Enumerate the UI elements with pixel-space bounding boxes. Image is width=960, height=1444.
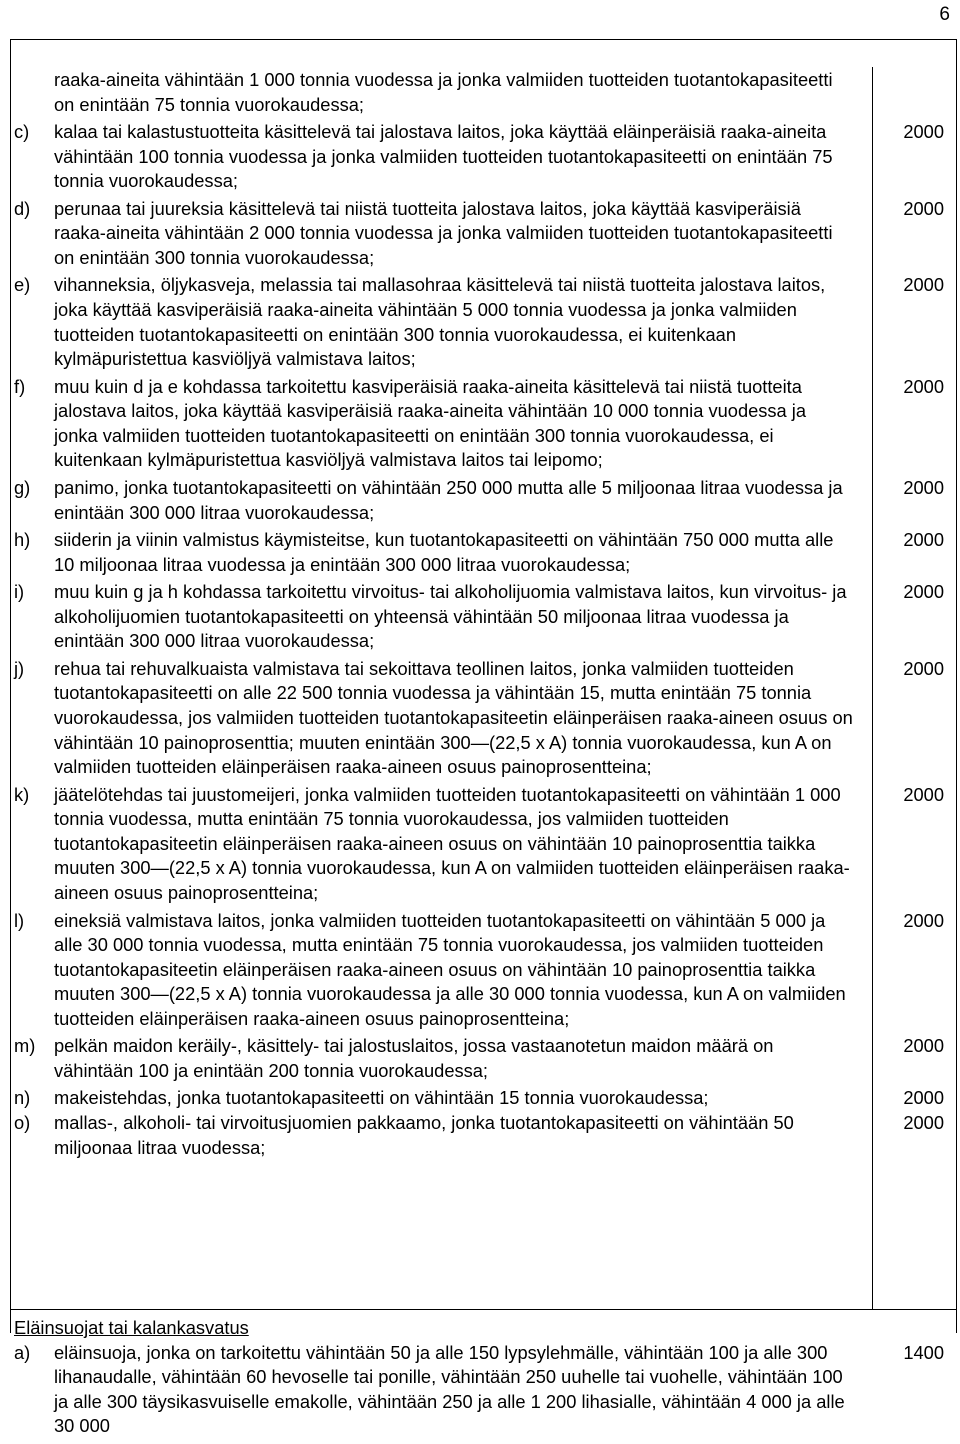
list-item	[14, 1034, 960, 1083]
item-text: kalaa tai kalastustuotteita käsittelevä tai jalostava laitos, joka käyttää eläinperäisiä raaka-aineita vähintään 100 tonnia vuodessa ja jonka valmiiden tuotteiden tuotantokapasiteetti on enintään 75 tonnia vuorokaudessa;	[54, 121, 833, 192]
list-item	[14, 375, 960, 473]
item-text: mallas-, alkoholi- tai virvoitusjuomien pakkaamo, jonka tuotantokapasiteetti on vähintään 50 miljoonaa litraa vuodessa;	[54, 1112, 794, 1158]
list-item	[14, 197, 960, 271]
item-year: 2000	[903, 375, 944, 397]
page-number: 6	[939, 4, 950, 25]
item-letter: j)	[14, 657, 25, 679]
item-year: 2000	[903, 1112, 944, 1134]
list-item	[14, 657, 960, 780]
item-letter: o)	[14, 1112, 31, 1134]
item-text: eineksiä valmistava laitos, jonka valmiiden tuotteiden tuotantokapasiteetti on vähintään 5 000 ja alle 30 000 tonnia vuodessa, mutta enintään 75 tonnia vuorokaudessa, jos valmiiden tuotteiden tuotantokapasiteetin eläinperäisen raaka-aineen osuus on vähintään 10 painoprosenttia taikka muuten 300—(22,5 x A) tonnia vuorokaudessa ja alle 30 000 tonnia vuodessa, kun A on valmiiden tuotteiden eläinperäisen raaka-aineen osuus painoprosentteina;	[54, 909, 846, 1029]
item-letter: h)	[14, 529, 31, 551]
section-heading: Eläinsuojat tai kalankasvatus	[14, 1317, 249, 1338]
item-year: 1400	[903, 1341, 944, 1363]
item-letter: c)	[14, 121, 30, 143]
item-text: jäätelötehdas tai juustomeijeri, jonka valmiiden tuotteiden tuotantokapasiteetti on vähintään 1 000 tonnia vuodessa, mutta enintään 75 tonnia vuorokaudessa, jos valmiiden tuotteiden tuotantokapasiteetin eläinperäisen raaka-aineen osuus on vähintään 10 painoprosenttia taikka muuten 300—(22,5 x A) tonnia vuorokaudessa, kun A on valmiiden tuotteiden eläinperäisen raaka-aineen osuus painoprosentteina;	[54, 783, 850, 904]
item-year: 2000	[903, 274, 944, 296]
item-letter: d)	[14, 197, 31, 219]
item-year: 2000	[903, 121, 944, 143]
list-item	[14, 273, 960, 371]
item-text: pelkän maidon keräily-, käsittely- tai jalostuslaitos, jossa vastaanotetun maidon määrä on vähintään 100 ja enintään 200 tonnia vuorokaudessa;	[54, 1035, 774, 1081]
list-item	[14, 120, 960, 194]
item-text: muu kuin d ja e kohdassa tarkoitettu kasviperäisiä raaka-aineita käsittelevä tai niistä tuotteita jalostava laitos, joka käyttää kasviperäisiä raaka-aineita vähintään 10 000 tonnia vuodessa ja jonka valmiiden tuotteiden tuotantokapasiteetti on enintään 300 tonnia vuorokaudessa, ei kuitenkaan kylmäpuristettua kasviöljyä valmistava laitos tai leipomo;	[54, 375, 807, 471]
list-item	[14, 1086, 960, 1111]
item-letter: f)	[14, 375, 26, 397]
item-year: 2000	[903, 476, 944, 498]
list-item	[14, 476, 960, 525]
item-letter: a)	[14, 1341, 31, 1363]
item-year: 2000	[903, 581, 944, 603]
item-year: 2000	[903, 909, 944, 931]
item-text: vihanneksia, öljykasveja, melassia tai mallasohraa käsittelevä tai niistä tuotteita jalostava laitos, joka käyttää kasviperäisiä raaka-aineita vähintään 5 000 tonnia vuodessa ja jonka valmiiden tuotteiden tuotantokapasiteetti on enintään 300 tonnia vuorokaudessa, ei kuitenkaan kylmäpuristettua kasviöljyä valmistava laitos;	[54, 274, 826, 370]
item-letter: l)	[14, 909, 25, 931]
list-item	[14, 909, 960, 1032]
list-item	[14, 1111, 960, 1160]
item-letter: n)	[14, 1087, 31, 1109]
item-text: panimo, jonka tuotantokapasiteetti on vähintään 250 000 mutta alle 5 miljoonaa litraa vuodessa ja enintään 300 000 litraa vuorokaudessa;	[54, 476, 843, 523]
item-letter: i)	[14, 581, 25, 603]
item-list	[14, 68, 960, 1163]
item-text: muu kuin g ja h kohdassa tarkoitettu virvoitus- tai alkoholijuomia valmistava laitos, kun virvoitus- ja alkoholijuomien tuotantokapasiteetti on yhteensä vähintään 50 miljoonaa litraa vuodessa ja enintään 300 000 litraa vuorokaudessa;	[54, 581, 847, 652]
item-text: raaka-aineita vähintään 1 000 tonnia vuodessa ja jonka valmiiden tuotteiden tuotantokapasiteetti on enintään 75 tonnia vuorokaudessa;	[54, 69, 833, 115]
list-item	[14, 528, 960, 577]
item-text: perunaa tai juureksia käsittelevä tai niistä tuotteita jalostava laitos, joka käyttää kasviperäisiä raaka-aineita vähintään 2 000 tonnia vuodessa ja jonka valmiiden tuotteiden tuotantokapasiteetti on enintään 300 tonnia vuorokaudessa;	[54, 197, 833, 268]
item-letter: m)	[14, 1035, 36, 1057]
section-livestock	[14, 1316, 960, 1442]
item-year: 2000	[903, 529, 944, 551]
item-text: siiderin ja viinin valmistus käymisteitse, kun tuotantokapasiteetti on vähintään 750 000 mutta alle 10 miljoonaa litraa vuodessa ja enintään 300 000 litraa vuorokaudessa;	[54, 529, 834, 575]
item-year: 2000	[903, 197, 944, 219]
list-item	[14, 1341, 960, 1439]
item-year: 2000	[903, 1035, 944, 1057]
item-year: 2000	[903, 657, 944, 679]
item-text: rehua tai rehuvalkuaista valmistava tai sekoittava teollinen laitos, jonka valmiiden tuotteiden tuotantokapasiteetti on alle 22 500 tonnia vuodessa ja vähintään 15, mutta enintään 75 tonnia vuorokaudessa, jos valmiiden tuotteiden tuotantokapasiteetin eläinperäisen raaka-aineen osuus on vähintään 10 painoprosenttia; muuten enintään 300—(22,5 x A) tonnia vuorokaudessa, kun A on valmiiden tuotteiden eläinperäisen raaka-aineen osuus painoprosentteina;	[54, 657, 853, 778]
item-letter: k)	[14, 783, 30, 805]
item-year: 2000	[903, 783, 944, 805]
list-item	[14, 783, 960, 906]
item-letter: g)	[14, 476, 31, 498]
list-item	[14, 580, 960, 654]
item-text: eläinsuoja, jonka on tarkoitettu vähintään 50 ja alle 150 lypsylehmälle, vähintään 100 ja alle 300 lihanaudalle, vähintään 60 hevoselle tai ponille, vähintään 250 uuhelle tai vuohelle, vähintään 100 ja alle 300 täysikasvuiselle emakolle, vähintään 250 ja alle 1 200 lihasialle, vähintään 4 000 ja alle 30 000	[54, 1341, 845, 1437]
list-item	[14, 68, 960, 117]
item-year: 2000	[903, 1087, 944, 1109]
item-letter: e)	[14, 274, 31, 296]
table-bottom-border	[10, 1309, 956, 1310]
item-text: makeistehdas, jonka tuotantokapasiteetti on vähintään 15 tonnia vuorokaudessa;	[54, 1087, 709, 1109]
